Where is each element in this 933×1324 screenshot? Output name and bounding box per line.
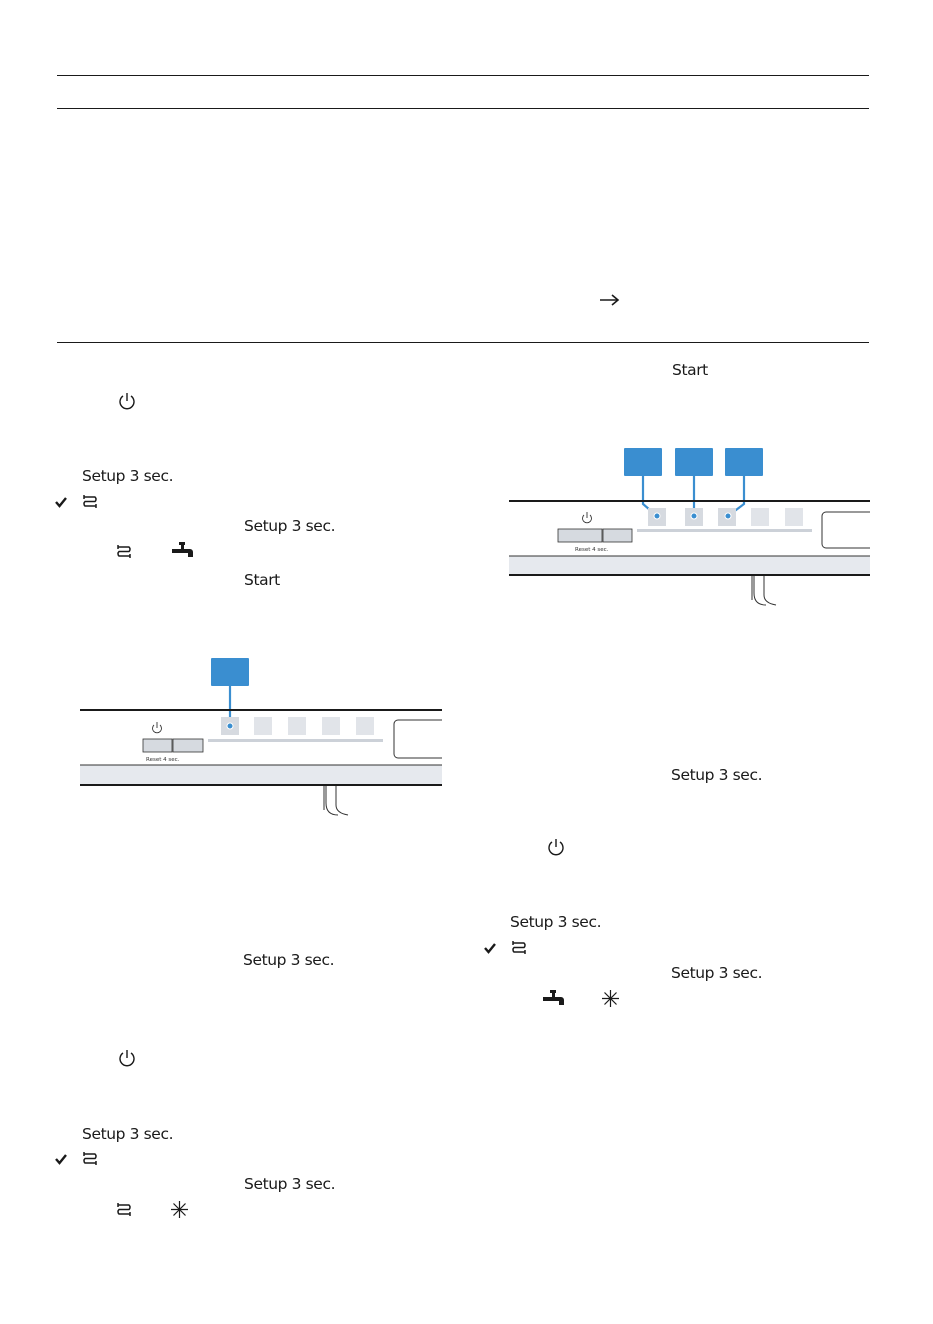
panel-key — [288, 717, 306, 735]
callout-box — [725, 448, 763, 476]
control-panel-diagram — [80, 655, 442, 820]
setup-label: Setup 3 sec. — [82, 467, 174, 485]
table-top-rule — [57, 75, 869, 76]
callout-box — [624, 448, 662, 476]
rinse-aid-icon — [115, 1201, 133, 1218]
callout-dot — [227, 723, 233, 729]
indicator-bar — [637, 529, 812, 532]
sparkle-icon — [170, 1200, 189, 1219]
power-icon — [547, 837, 565, 857]
power-icon — [118, 391, 136, 411]
power-icon — [153, 722, 162, 733]
reset-button — [558, 529, 602, 542]
sparkle-icon — [601, 989, 620, 1008]
rinse-aid-icon — [115, 543, 133, 560]
callout-dot — [725, 513, 731, 519]
setup-label: Setup 3 sec. — [510, 913, 602, 931]
start-label: Start — [672, 361, 708, 379]
arrow-right-icon — [598, 293, 622, 307]
door-handle — [752, 576, 776, 605]
reset-button — [143, 739, 172, 752]
water-tap-icon — [541, 989, 565, 1008]
door-handle — [324, 786, 348, 815]
panel-strip — [80, 765, 442, 784]
power-icon — [583, 512, 592, 523]
water-tap-icon — [170, 541, 194, 560]
setup-label: Setup 3 sec. — [243, 951, 335, 969]
panel-button — [173, 739, 203, 752]
setup-label: Setup 3 sec. — [671, 766, 763, 784]
indicator-bar — [208, 739, 383, 742]
checkmark-icon — [55, 496, 67, 508]
reset-label: Reset 4 sec. — [575, 547, 609, 553]
display-frame — [394, 720, 442, 758]
rinse-aid-icon — [510, 939, 528, 956]
reset-label: Reset 4 sec. — [146, 757, 180, 763]
panel-key — [785, 508, 803, 526]
callout-box — [675, 448, 713, 476]
table-bottom-rule — [57, 342, 869, 343]
panel-button — [603, 529, 632, 542]
panel-key — [356, 717, 374, 735]
start-label: Start — [244, 571, 280, 589]
checkmark-icon — [55, 1153, 67, 1165]
control-panel-diagram — [509, 446, 870, 611]
panel-key — [322, 717, 340, 735]
callout-dot — [691, 513, 697, 519]
setup-label: Setup 3 sec. — [82, 1125, 174, 1143]
power-icon — [118, 1048, 136, 1068]
checkmark-icon — [484, 942, 496, 954]
rinse-aid-icon — [81, 1150, 99, 1167]
panel-strip — [509, 556, 870, 574]
setup-label: Setup 3 sec. — [244, 1175, 336, 1193]
callout-dot — [654, 513, 660, 519]
setup-label: Setup 3 sec. — [671, 964, 763, 982]
rinse-aid-icon — [81, 493, 99, 510]
setup-label: Setup 3 sec. — [244, 517, 336, 535]
table-header-rule — [57, 108, 869, 109]
callout-box — [211, 658, 249, 686]
panel-key — [254, 717, 272, 735]
panel-key — [751, 508, 769, 526]
display-frame — [822, 512, 870, 548]
